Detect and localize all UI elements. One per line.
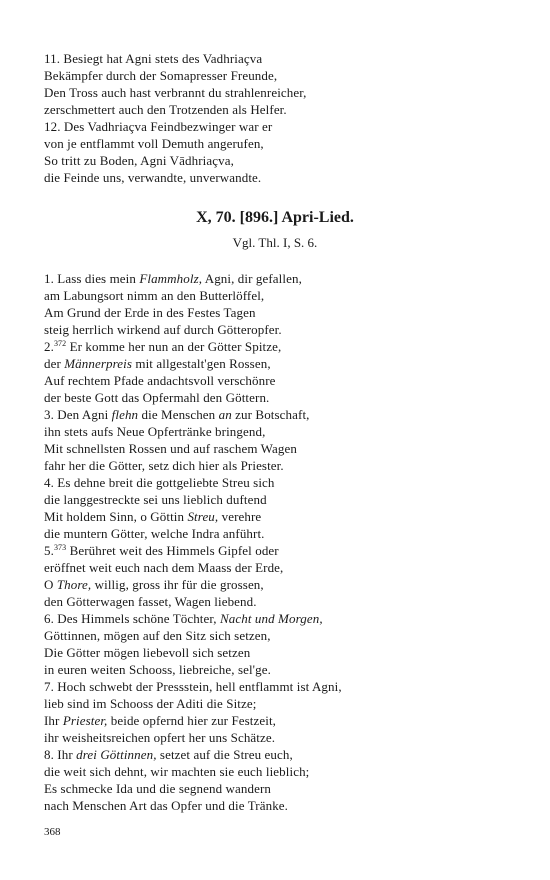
- verse-text: nach Menschen Art das Opfer und die Tränke.: [44, 798, 289, 813]
- verse-text: 2.: [44, 339, 54, 354]
- verse-line: [44, 304, 514, 321]
- verse-text: eröffnet weit euch nach dem Maass der Erde,: [44, 560, 284, 575]
- verse-text: Es schmecke Ida und die segnend wandern: [44, 781, 271, 796]
- verse-line: [44, 695, 514, 712]
- hymn-reference: Vgl. Thl. I, S. 6.: [232, 235, 318, 250]
- verse-text: mit allgestalt'gen Rossen,: [132, 356, 271, 371]
- page-number: 368: [44, 826, 61, 838]
- verse-line: [44, 508, 514, 525]
- verse-line: [44, 389, 514, 406]
- verse-text: 12. Des Vadhriaçva Feindbezwinger war er: [44, 119, 273, 134]
- verse-text: Er komme her nun an der Götter Spitze,: [66, 339, 282, 354]
- verse-text: 8. Ihr: [44, 747, 77, 762]
- verse-line: [44, 101, 514, 118]
- verse-line: [44, 440, 514, 457]
- verse-text: verehre: [218, 509, 262, 524]
- verse-text: die langgestreckte sei uns lieblich duftend: [44, 492, 267, 507]
- verse-text: 7. Hoch schwebt der Pressstein, hell entflammt ist Agni,: [44, 679, 342, 694]
- verse-line: [44, 678, 514, 695]
- verse-text: 11. Besiegt hat Agni stets des Vadhriaçva: [44, 51, 263, 66]
- verse-line: [44, 729, 514, 746]
- verse-line: [44, 457, 514, 474]
- verse-line: [44, 797, 514, 814]
- verse-text: So tritt zu Boden, Agni Vādhriaçva,: [44, 153, 234, 168]
- verse-text: zur Botschaft,: [231, 407, 310, 422]
- verse-text: Die Götter mögen liebevoll sich setzen: [44, 645, 251, 660]
- verse-text: die Feinde uns, verwandte, unverwandte.: [44, 170, 262, 185]
- verse-text: von je entflammt voll Demuth angerufen,: [44, 136, 264, 151]
- footnote-marker: 372: [53, 339, 67, 348]
- emphasized-term: an: [218, 407, 232, 422]
- verse-line: [44, 576, 514, 593]
- verse-text: der: [44, 356, 65, 371]
- verse-text: 3. Den Agni: [44, 407, 112, 422]
- verse-line: [44, 644, 514, 661]
- verse-line: [44, 763, 514, 780]
- verse-line: [44, 423, 514, 440]
- verse-text: am Labungsort nimm an den Butterlöffel,: [44, 288, 265, 303]
- emphasized-term: Priester,: [62, 713, 108, 728]
- verse-text: O: [44, 577, 57, 592]
- emphasized-term: Streu,: [187, 509, 219, 524]
- verse-text: steig herrlich wirkend auf durch Götteropfer.: [44, 322, 282, 337]
- emphasized-term: Nacht und Morgen,: [220, 611, 323, 626]
- verse-text: zerschmettert auch den Trotzenden als Helfer.: [44, 102, 287, 117]
- verse-text: 6. Des Himmels schöne Töchter,: [44, 611, 220, 626]
- verse-line: [44, 355, 514, 372]
- verse-text: lieb sind im Schooss der Aditi die Sitze;: [44, 696, 257, 711]
- emphasized-term: Thore,: [56, 577, 92, 592]
- verse-text: in euren weiten Schooss, liebreiche, sel'ge.: [44, 662, 271, 677]
- verse-text: Mit holdem Sinn, o Göttin: [44, 509, 188, 524]
- verse-text: Bekämpfer durch der Somapresser Freunde,: [44, 68, 278, 83]
- emphasized-term: Flammholz,: [139, 271, 203, 286]
- verse-text: Mit schnellsten Rossen und auf raschem Wagen: [44, 441, 297, 456]
- verse-line: [44, 50, 514, 67]
- verse-text: 5.: [44, 543, 54, 558]
- previous-hymn-verses: [44, 50, 514, 186]
- verse-text: 4. Es dehne breit die gottgeliebte Streu sich: [44, 475, 275, 490]
- verse-line: [44, 542, 514, 559]
- verse-line: [44, 746, 514, 763]
- verse-text: Göttinnen, mögen auf den Sitz sich setzen,: [44, 628, 271, 643]
- emphasized-term: drei Göttinnen,: [76, 747, 157, 762]
- verse-text: willig, gross ihr für die grossen,: [91, 577, 264, 592]
- verse-line: [44, 525, 514, 542]
- emphasized-term: Männerpreis: [64, 356, 133, 371]
- verse-line: [44, 406, 514, 423]
- verse-line: [44, 287, 514, 304]
- verse-line: [44, 491, 514, 508]
- verse-line: [44, 321, 514, 338]
- verse-line: [44, 338, 514, 355]
- verse-line: [44, 84, 514, 101]
- verse-line: [44, 712, 514, 729]
- verse-line: [44, 135, 514, 152]
- verse-line: [44, 67, 514, 84]
- verse-line: [44, 118, 514, 135]
- verse-text: setzet auf die Streu euch,: [156, 747, 293, 762]
- verse-text: Berühret weit des Himmels Gipfel oder: [66, 543, 279, 558]
- verse-line: [44, 474, 514, 491]
- emphasized-term: flehn: [111, 407, 139, 422]
- verse-line: [44, 169, 514, 186]
- hymn-verses: [44, 270, 514, 814]
- verse-text: fahr her die Götter, setz dich hier als Priester.: [44, 458, 284, 473]
- verse-text: Ihr: [44, 713, 63, 728]
- verse-text: die Menschen: [138, 407, 219, 422]
- verse-text: 1. Lass dies mein: [44, 271, 140, 286]
- footnote-marker: 373: [53, 543, 67, 552]
- verse-text: die weit sich dehnt, wir machten sie euch lieblich;: [44, 764, 310, 779]
- verse-text: Agni, dir gefallen,: [202, 271, 302, 286]
- verse-text: ihn stets aufs Neue Opfertränke bringend,: [44, 424, 266, 439]
- verse-text: den Götterwagen fasset, Wagen liebend.: [44, 594, 257, 609]
- verse-text: Den Tross auch hast verbrannt du strahlenreicher,: [44, 85, 307, 100]
- verse-text: Am Grund der Erde in des Festes Tagen: [44, 305, 256, 320]
- verse-text: die muntern Götter, welche Indra anführt.: [44, 526, 265, 541]
- verse-line: [44, 780, 514, 797]
- verse-line: [44, 627, 514, 644]
- verse-line: [44, 152, 514, 169]
- verse-line: [44, 372, 514, 389]
- verse-line: [44, 610, 514, 627]
- verse-line: [44, 559, 514, 576]
- verse-text: Auf rechtem Pfade andachtsvoll verschönre: [44, 373, 276, 388]
- verse-line: [44, 661, 514, 678]
- verse-line: [44, 593, 514, 610]
- verse-line: [44, 270, 514, 287]
- verse-text: ihr weisheitsreichen opfert her uns Schätze.: [44, 730, 276, 745]
- hymn-heading: X, 70. [896.] Apri-Lied.: [196, 209, 354, 226]
- verse-text: der beste Gott das Opfermahl den Göttern.: [44, 390, 270, 405]
- verse-text: beide opfernd hier zur Festzeit,: [107, 713, 277, 728]
